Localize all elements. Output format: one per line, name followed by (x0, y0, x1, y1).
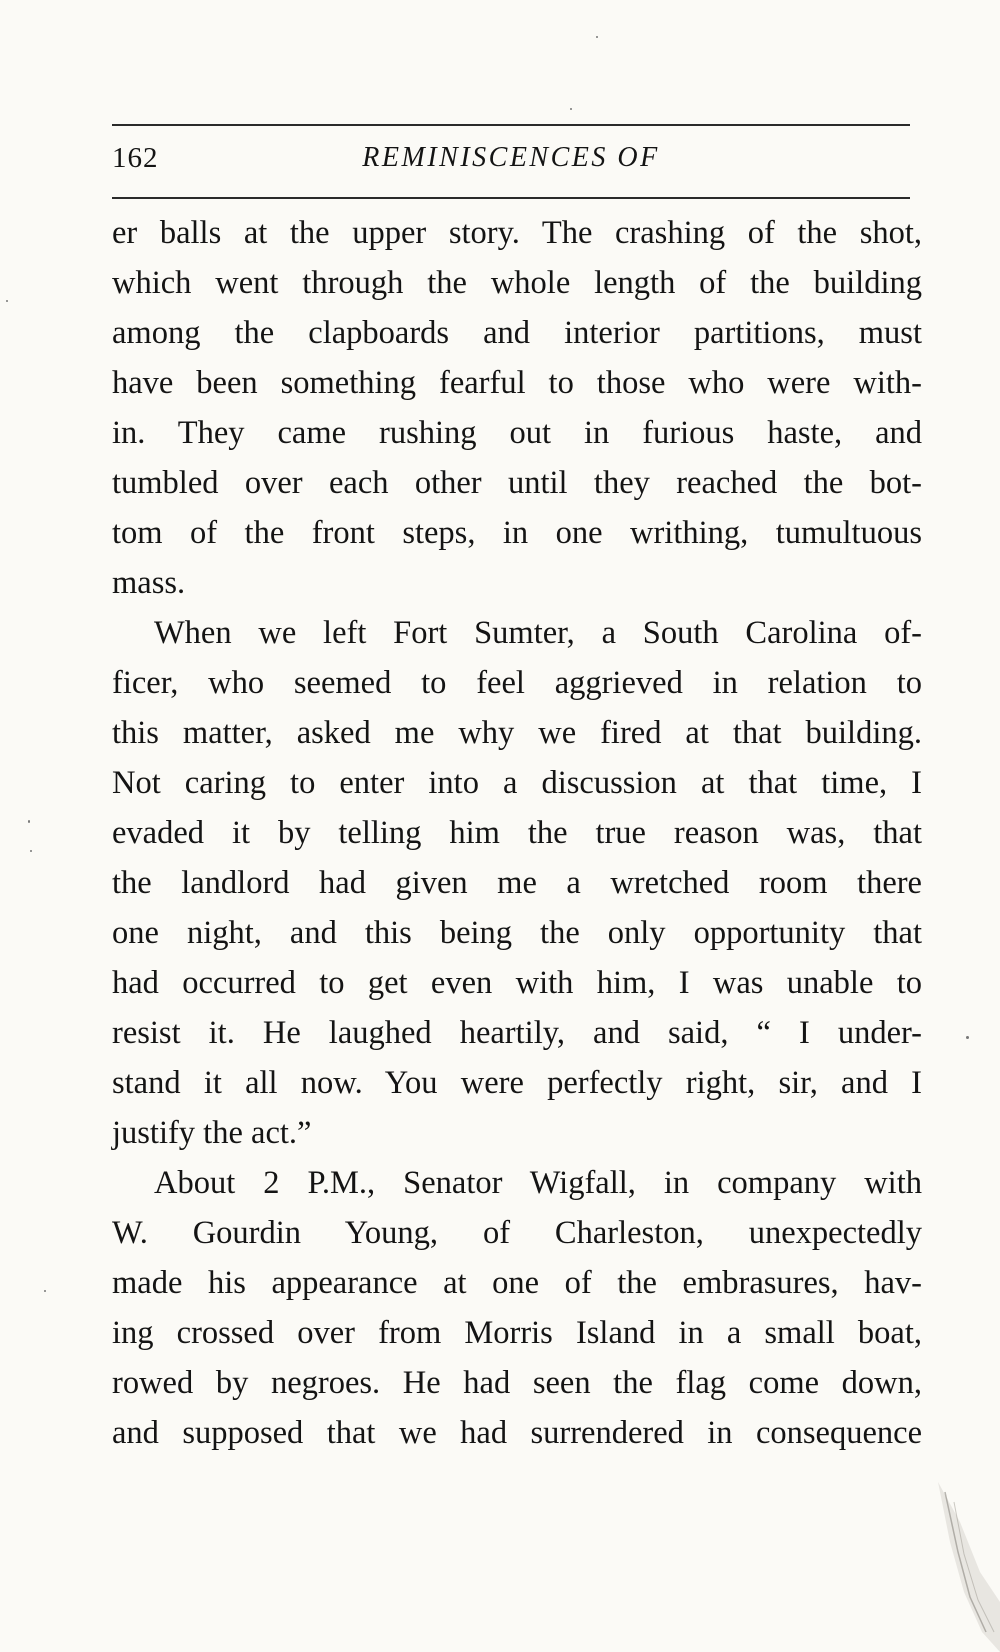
text-line: stand it all now. You were perfectly right, sir, and I (112, 1065, 922, 1101)
paper-speck (30, 850, 32, 852)
paper-speck (966, 1036, 969, 1039)
text-line: W. Gourdin Young, of Charleston, unexpectedly (112, 1215, 922, 1251)
text-line: had occurred to get even with him, I was unable to (112, 965, 922, 1001)
text-line: About 2 P.M., Senator Wigfall, in company with (154, 1165, 922, 1201)
paper-speck (596, 36, 598, 38)
text-line: evaded it by telling him the true reason was, that (112, 815, 922, 851)
text-line: resist it. He laughed heartily, and said, “ I under- (112, 1015, 922, 1051)
text-line: ficer, who seemed to feel aggrieved in relation to (112, 665, 922, 701)
text-line: made his appearance at one of the embrasures, hav- (112, 1265, 922, 1301)
text-line: tumbled over each other until they reached the bot- (112, 465, 922, 501)
text-line: When we left Fort Sumter, a South Carolina of- (154, 615, 922, 651)
text-line: justify the act.” (112, 1115, 312, 1151)
text-line: one night, and this being the only opportunity that (112, 915, 922, 951)
text-line: Not caring to enter into a discussion at that time, I (112, 765, 922, 801)
text-line: this matter, asked me why we fired at that building. (112, 715, 922, 751)
text-line: have been something fearful to those who were with- (112, 365, 922, 401)
text-line: rowed by negroes. He had seen the flag come down, (112, 1365, 922, 1401)
text-line: the landlord had given me a wretched room there (112, 865, 922, 901)
header-rule-bottom (112, 197, 910, 199)
paper-speck (6, 300, 8, 302)
corner-scuff (920, 1482, 1000, 1652)
page-header (112, 136, 910, 186)
text-line: which went through the whole length of the building (112, 265, 922, 301)
page-number: 162 (112, 142, 159, 174)
text-line: among the clapboards and interior partitions, must (112, 315, 922, 351)
text-line: in. They came rushing out in furious haste, and (112, 415, 922, 451)
text-line: mass. (112, 565, 186, 601)
text-line: and supposed that we had surrendered in consequence (112, 1415, 922, 1451)
text-line: er balls at the upper story. The crashing of the shot, (112, 215, 922, 251)
paper-speck (44, 1290, 46, 1292)
header-rule-top (112, 124, 910, 126)
text-line: tom of the front steps, in one writhing, tumultuous (112, 515, 922, 551)
paper-speck (570, 108, 572, 110)
body-text (112, 208, 922, 1458)
text-line: ing crossed over from Morris Island in a small boat, (112, 1315, 922, 1351)
running-head: REMINISCENCES OF (362, 142, 660, 173)
paper-speck (28, 820, 30, 823)
